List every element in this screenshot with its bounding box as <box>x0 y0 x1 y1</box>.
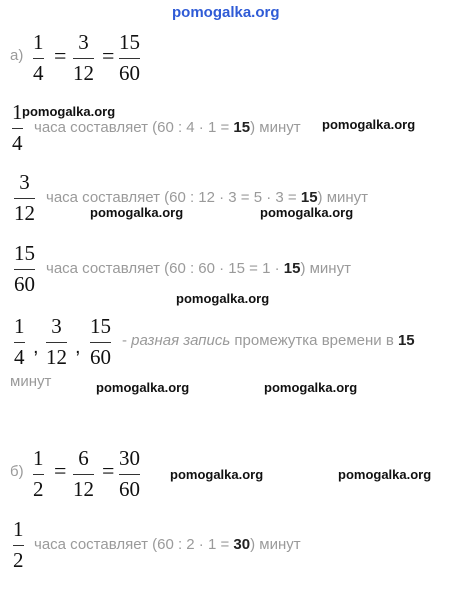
numerator: 3 <box>78 30 89 54</box>
numerator: 3 <box>19 170 30 194</box>
denominator: 2 <box>13 548 24 572</box>
denominator: 60 <box>119 61 140 85</box>
watermark: pomogalka.org <box>264 380 358 395</box>
equals-sign: = <box>54 458 67 483</box>
denominator: 12 <box>73 477 94 501</box>
watermark: pomogalka.org <box>322 117 416 132</box>
numerator: 1 <box>33 30 44 54</box>
fraction <box>14 316 25 368</box>
watermark: pomogalka.org <box>96 380 190 395</box>
statement-text: часа составляет (60 : 4 · 1 = 15) минут <box>34 119 301 136</box>
watermark: pomogalka.org <box>338 467 432 482</box>
denominator: 12 <box>46 345 67 369</box>
statement-text: часа составляет (60 : 12 · 3 = 5 · 3 = 15) минут <box>46 189 369 206</box>
part-a-label: а) <box>10 47 24 64</box>
numerator: 1 <box>12 100 23 124</box>
denominator: 12 <box>14 201 35 225</box>
numerator: 1 <box>14 314 25 338</box>
numerator: 1 <box>33 446 44 470</box>
fraction <box>12 102 23 154</box>
numerator: 6 <box>78 446 89 470</box>
numerator: 15 <box>14 241 35 265</box>
separator: , <box>75 336 81 358</box>
numerator: 1 <box>13 517 24 541</box>
statement-text: - разная запись промежутка времени в 15 <box>122 332 415 349</box>
watermark: pomogalka.org <box>90 205 184 220</box>
part-b-label: б) <box>10 463 24 480</box>
equals-sign: = <box>102 43 115 68</box>
numerator: 30 <box>119 446 140 470</box>
fraction <box>14 172 35 224</box>
fraction <box>119 448 140 500</box>
denominator: 4 <box>12 131 23 155</box>
denominator: 2 <box>33 477 44 501</box>
statement-text: часа составляет (60 : 2 · 1 = 30) минут <box>34 536 301 553</box>
watermark-top: pomogalka.org <box>172 4 280 21</box>
denominator: 4 <box>14 345 25 369</box>
fraction <box>33 32 44 84</box>
fraction <box>119 32 140 84</box>
denominator: 60 <box>119 477 140 501</box>
fraction <box>33 448 44 500</box>
statement-text: часа составляет (60 : 60 · 15 = 1 · 15) минут <box>46 260 351 277</box>
equals-sign: = <box>102 458 115 483</box>
fraction <box>46 316 67 368</box>
fraction <box>90 316 111 368</box>
fraction <box>73 448 94 500</box>
watermark: pomogalka.org <box>170 467 264 482</box>
watermark: pomogalka.org <box>176 291 270 306</box>
fraction <box>13 519 24 571</box>
equals-sign: = <box>54 43 67 68</box>
numerator: 15 <box>90 314 111 338</box>
denominator: 60 <box>14 272 35 296</box>
denominator: 60 <box>90 345 111 369</box>
watermark: pomogalka.org <box>22 104 116 119</box>
separator: , <box>33 336 39 358</box>
numerator: 3 <box>51 314 62 338</box>
statement-text-continued: минут <box>10 373 52 390</box>
denominator: 12 <box>73 61 94 85</box>
fraction <box>73 32 94 84</box>
denominator: 4 <box>33 61 44 85</box>
numerator: 15 <box>119 30 140 54</box>
fraction <box>14 243 35 295</box>
watermark: pomogalka.org <box>260 205 354 220</box>
